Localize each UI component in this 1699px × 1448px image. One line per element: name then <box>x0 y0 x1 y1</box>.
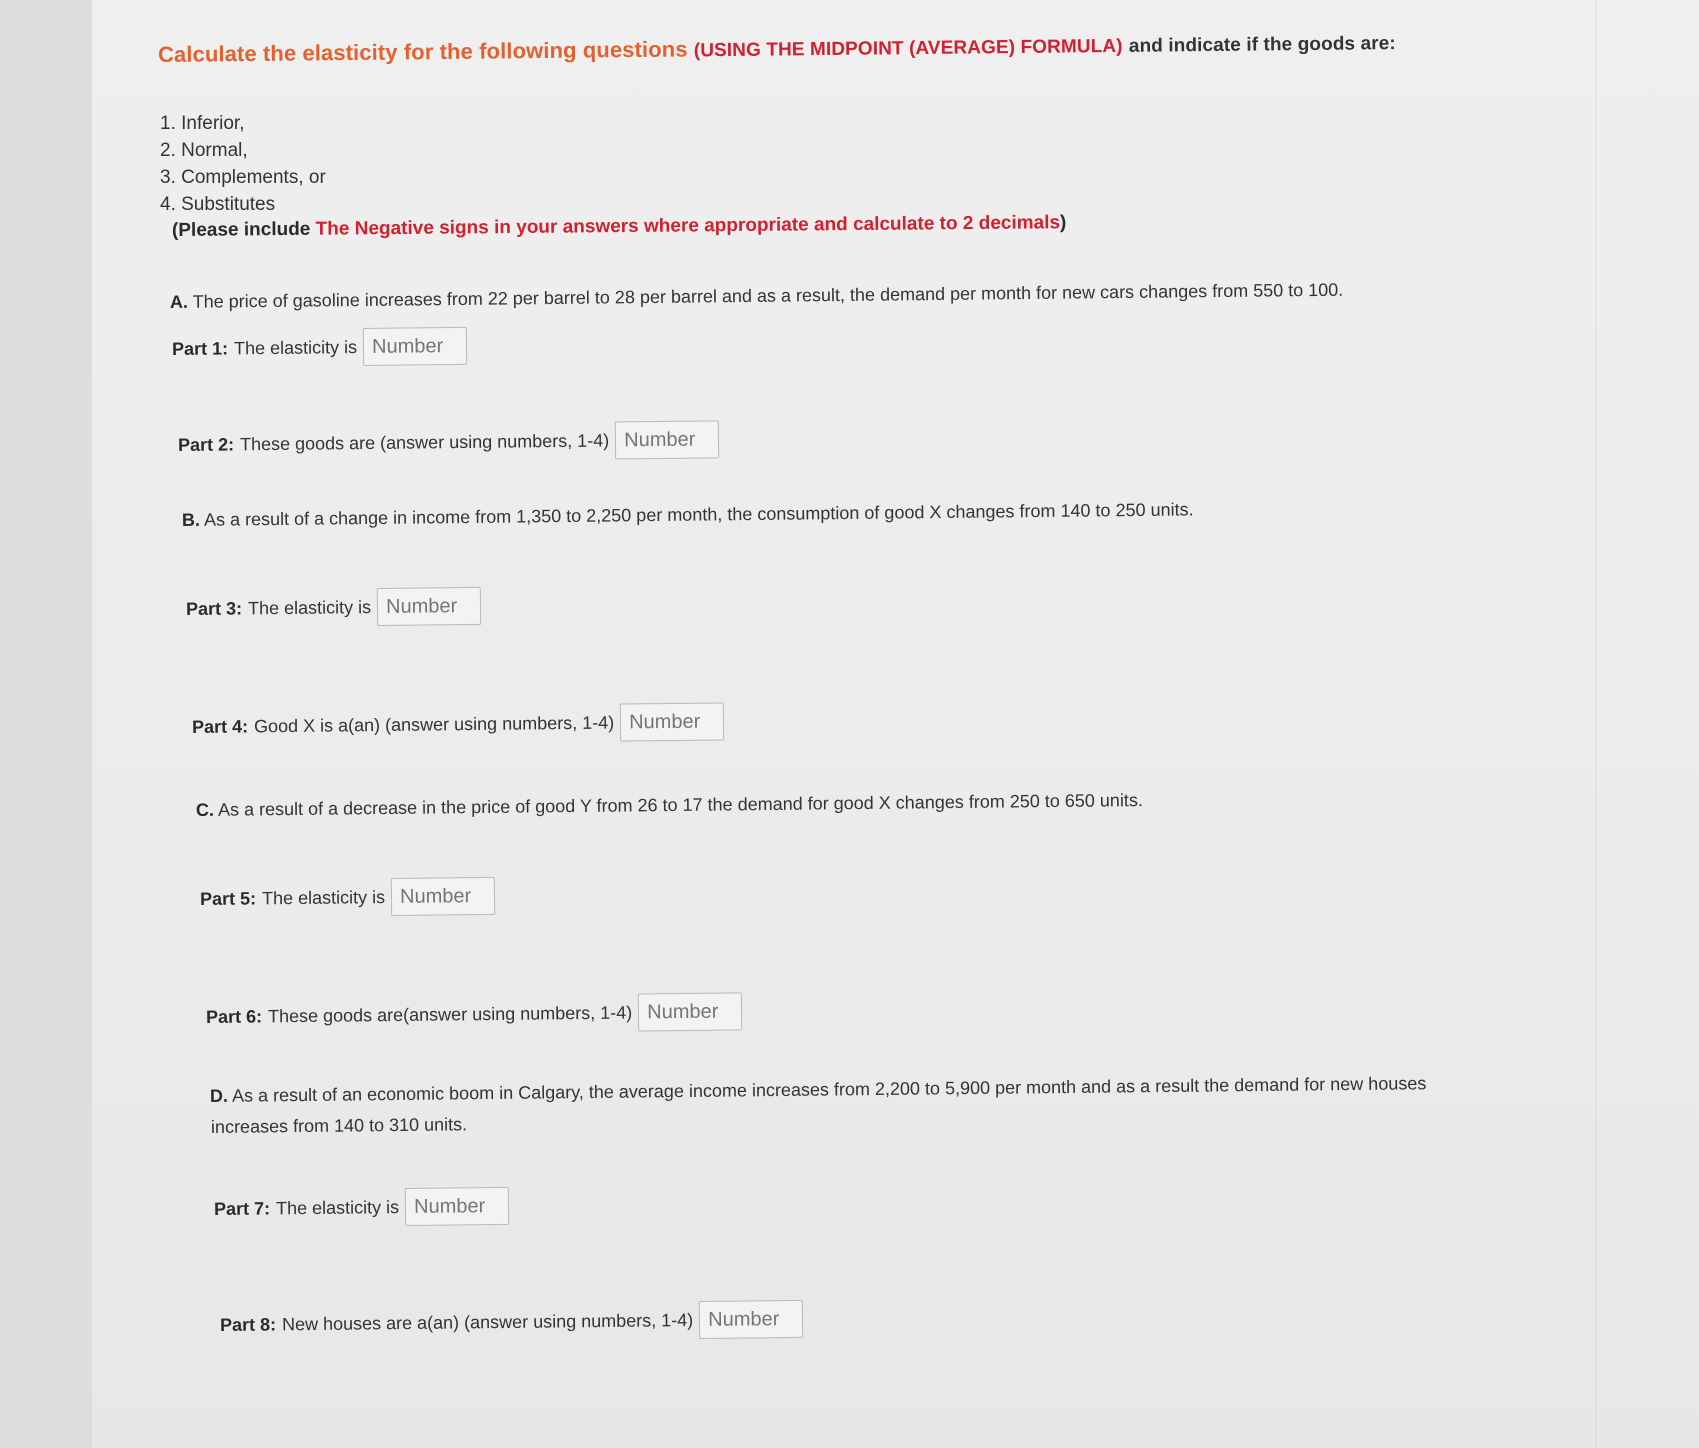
part-2-input[interactable] <box>615 420 719 459</box>
part-4-label: Part 4: <box>191 715 249 737</box>
option-substitutes: 4. Substitutes <box>160 194 276 215</box>
part-6-label: Part 6: <box>205 1005 263 1027</box>
goods-options-list <box>160 110 326 218</box>
part-2-text: These goods are (answer using numbers, 1-4) <box>239 429 610 454</box>
question-d-line2 <box>211 1114 467 1138</box>
option-inferior: 1. Inferior, <box>160 113 245 134</box>
part-7-input[interactable] <box>405 1187 509 1226</box>
part-7-label: Part 7: <box>213 1197 271 1219</box>
part-3-text: The elasticity is <box>247 596 372 618</box>
heading-main: Calculate the elasticity for the following questions <box>157 36 688 67</box>
part-1-text: The elasticity is <box>233 336 358 358</box>
part-4-input[interactable] <box>620 702 724 741</box>
part-6 <box>206 992 743 1036</box>
part-2 <box>178 420 720 464</box>
part-5-text: The elasticity is <box>261 886 386 908</box>
option-complements: 3. Complements, or <box>160 167 326 188</box>
part-1 <box>172 327 467 368</box>
part-5-label: Part 5: <box>199 887 257 909</box>
part-7 <box>214 1187 509 1228</box>
part-6-text: These goods are(answer using numbers, 1-4) <box>267 1002 633 1026</box>
part-3-input[interactable] <box>377 587 481 626</box>
part-4-text: Good X is a(an) (answer using numbers, 1-4) <box>253 712 615 736</box>
part-4 <box>192 702 725 746</box>
question-d-text-2: increases from 140 to 310 units. <box>210 1114 468 1137</box>
part-8 <box>220 1300 804 1344</box>
question-b-text: As a result of a change in income from 1,350 to 2,250 per month, the consumption of good X changes from 140 to 250 units. <box>203 499 1194 530</box>
part-3-label: Part 3: <box>185 597 243 619</box>
part-1-label: Part 1: <box>171 337 229 359</box>
question-b-letter: B. <box>181 509 201 530</box>
part-7-text: The elasticity is <box>275 1196 400 1218</box>
question-c-letter: C. <box>195 799 215 820</box>
part-8-label: Part 8: <box>219 1313 277 1335</box>
part-5 <box>200 877 495 918</box>
note-open: (Please include <box>171 218 311 241</box>
part-2-label: Part 2: <box>177 433 235 455</box>
option-normal: 2. Normal, <box>160 140 248 161</box>
question-d-text-1: As a result of an economic boom in Calgary, the average income increases from 2,200 to 5,900 per month and as a result the demand for new houses <box>231 1073 1427 1106</box>
page-edge <box>0 0 93 1448</box>
question-d-letter: D. <box>209 1085 229 1106</box>
part-5-input[interactable] <box>391 877 495 916</box>
question-c-text: As a result of a decrease in the price of good Y from 26 to 17 the demand for good X changes from 250 to 650 units. <box>217 790 1143 820</box>
paper-crease <box>1595 0 1597 1448</box>
part-3 <box>186 587 481 628</box>
part-8-input[interactable] <box>699 1300 803 1339</box>
part-8-text: New houses are a(an) (answer using numbers, 1-4) <box>281 1309 694 1334</box>
question-a-text: The price of gasoline increases from 22 per barrel to 28 per barrel and as a result, the demand per month for new cars changes from 550 to 100. <box>192 279 1344 312</box>
heading-tail: and indicate if the goods are: <box>1128 33 1396 57</box>
question-a-letter: A. <box>169 291 189 312</box>
part-1-input[interactable] <box>363 327 467 366</box>
note-close: ) <box>1059 212 1067 234</box>
heading-formula: (USING THE MIDPOINT (AVERAGE) FORMULA) <box>693 35 1123 62</box>
note-red: The Negative signs in your answers where appropriate and calculate to 2 decimals <box>315 212 1061 240</box>
part-6-input[interactable] <box>638 992 742 1031</box>
